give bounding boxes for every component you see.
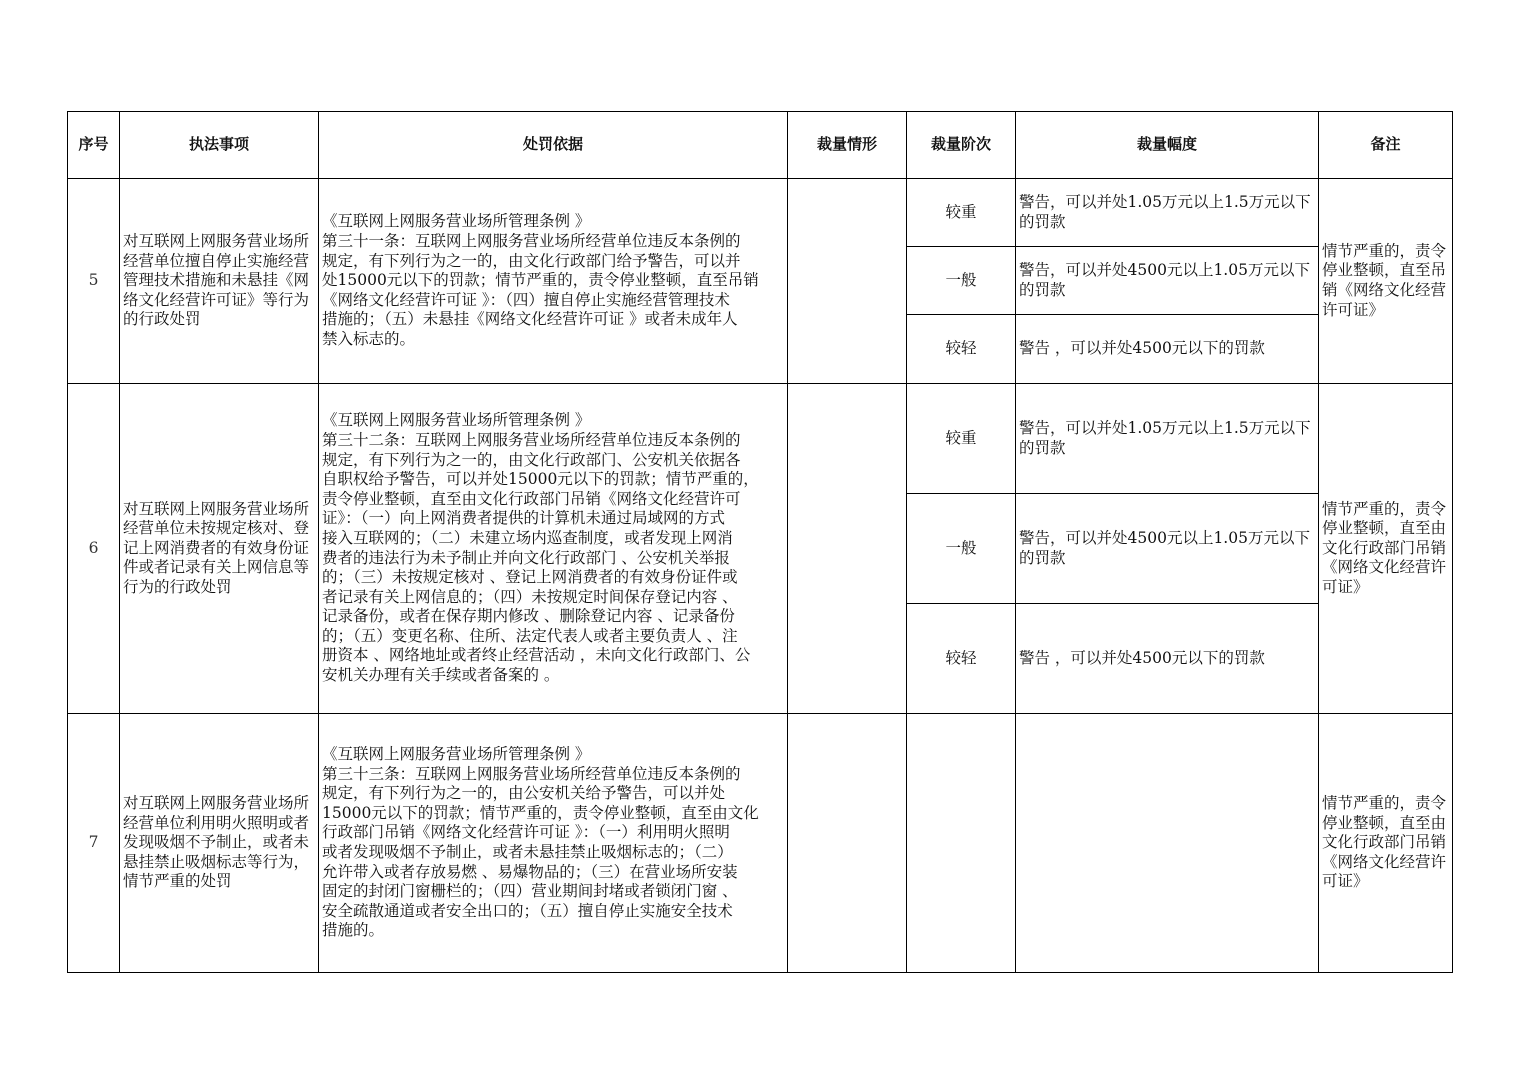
header-situation: 裁量情形 [788, 112, 907, 179]
penalty-discretion-table [67, 111, 1453, 973]
header-basis: 处罚依据 [319, 112, 788, 179]
discretion-level: 较重 [907, 179, 1016, 247]
discretion-range: 警告，可以并处4500元以上1.05万元以下的罚款 [1016, 494, 1319, 604]
discretion-situation [788, 384, 907, 714]
discretion-range [1016, 714, 1319, 973]
table-row [68, 714, 1453, 973]
table-row [68, 384, 1453, 494]
discretion-range: 警告 ，可以并处4500元以下的罚款 [1016, 604, 1319, 714]
header-row [68, 112, 1453, 179]
penalty-basis: 《互联网上网服务营业场所管理条例 》 第三十一条：互联网上网服务营业场所经营单位违反本条例的 规定，有下列行为之一的，由文化行政部门给予警告，可以并 处15000元以下的罚款；情节严重的，责令停业整顿，直至吊销 《网络文化经营许可证 》：（四）擅自停止实施经营管理技术 措施的；（五）未悬挂《网络文化经营许可证 》或者未成年人 禁入标志的。 [319, 179, 788, 384]
header-level: 裁量阶次 [907, 112, 1016, 179]
enforcement-item: 对互联网上网服务营业场所经营单位擅自停止实施经营管理技术措施和未悬挂《网络文化经营许可证》等行为的行政处罚 [120, 179, 319, 384]
discretion-level [907, 714, 1016, 973]
discretion-level: 较轻 [907, 604, 1016, 714]
header-item: 执法事项 [120, 112, 319, 179]
discretion-level: 一般 [907, 494, 1016, 604]
discretion-range: 警告，可以并处4500元以上1.05万元以下的罚款 [1016, 247, 1319, 315]
enforcement-item: 对互联网上网服务营业场所经营单位利用明火照明或者发现吸烟不予制止，或者未悬挂禁止吸烟标志等行为，情节严重的处罚 [120, 714, 319, 973]
discretion-range: 警告，可以并处1.05万元以上1.5万元以下的罚款 [1016, 179, 1319, 247]
row-number: 5 [68, 179, 120, 384]
header-range: 裁量幅度 [1016, 112, 1319, 179]
penalty-basis: 《互联网上网服务营业场所管理条例 》 第三十二条：互联网上网服务营业场所经营单位违反本条例的 规定，有下列行为之一的，由文化行政部门、公安机关依据各 自职权给予警告，可以并处15000元以下的罚款；情节严重的， 责令停业整顿，直至由文化行政部门吊销《网络文化经营许可 证》：（一）向上网消费者提供的计算机未通过局域网的方式 接入互联网的；（二）未建立场内巡查制度，或者发现上网消 费者的违法行为未予制止并向文化行政部门 、公安机关举报 的；（三）未按规定核对 、登记上网消费者的有效身份证件或 者记录有关上网信息的；（四）未按规定时间保存登记内容 、 记录备份，或者在保存期内修改 、删除登记内容 、记录备份 的；（五）变更名称、住所、法定代表人或者主要负责人 、注 册资本 、网络地址或者终止经营活动 ，未向文化行政部门、公 安机关办理有关手续或者备案的 。 [319, 384, 788, 714]
table-row [68, 179, 1453, 247]
discretion-range: 警告 ，可以并处4500元以下的罚款 [1016, 315, 1319, 384]
header-no: 序号 [68, 112, 120, 179]
discretion-range: 警告，可以并处1.05万元以上1.5万元以下的罚款 [1016, 384, 1319, 494]
remark: 情节严重的，责令停业整顿，直至吊销《网络文化经营许可证》 [1319, 179, 1453, 384]
remark: 情节严重的，责令停业整顿，直至由文化行政部门吊销《网络文化经营许可证》 [1319, 714, 1453, 973]
discretion-situation [788, 179, 907, 384]
row-number: 7 [68, 714, 120, 973]
discretion-level: 一般 [907, 247, 1016, 315]
discretion-level: 较重 [907, 384, 1016, 494]
row-number: 6 [68, 384, 120, 714]
enforcement-item: 对互联网上网服务营业场所经营单位未按规定核对、登记上网消费者的有效身份证件或者记录有关上网信息等行为的行政处罚 [120, 384, 319, 714]
header-note: 备注 [1319, 112, 1453, 179]
penalty-basis: 《互联网上网服务营业场所管理条例 》 第三十三条：互联网上网服务营业场所经营单位违反本条例的 规定，有下列行为之一的，由公安机关给予警告，可以并处 15000元以下的罚款；情节严重的，责令停业整顿，直至由文化 行政部门吊销《网络文化经营许可证 》：（一）利用明火照明 或者发现吸烟不予制止，或者未悬挂禁止吸烟标志的；（二） 允许带入或者存放易燃 、易爆物品的；（三）在营业场所安装 固定的封闭门窗栅栏的；（四）营业期间封堵或者锁闭门窗 、 安全疏散通道或者安全出口的；（五）擅自停止实施安全技术 措施的。 [319, 714, 788, 973]
discretion-level: 较轻 [907, 315, 1016, 384]
discretion-situation [788, 714, 907, 973]
remark: 情节严重的，责令停业整顿，直至由文化行政部门吊销《网络文化经营许可证》 [1319, 384, 1453, 714]
